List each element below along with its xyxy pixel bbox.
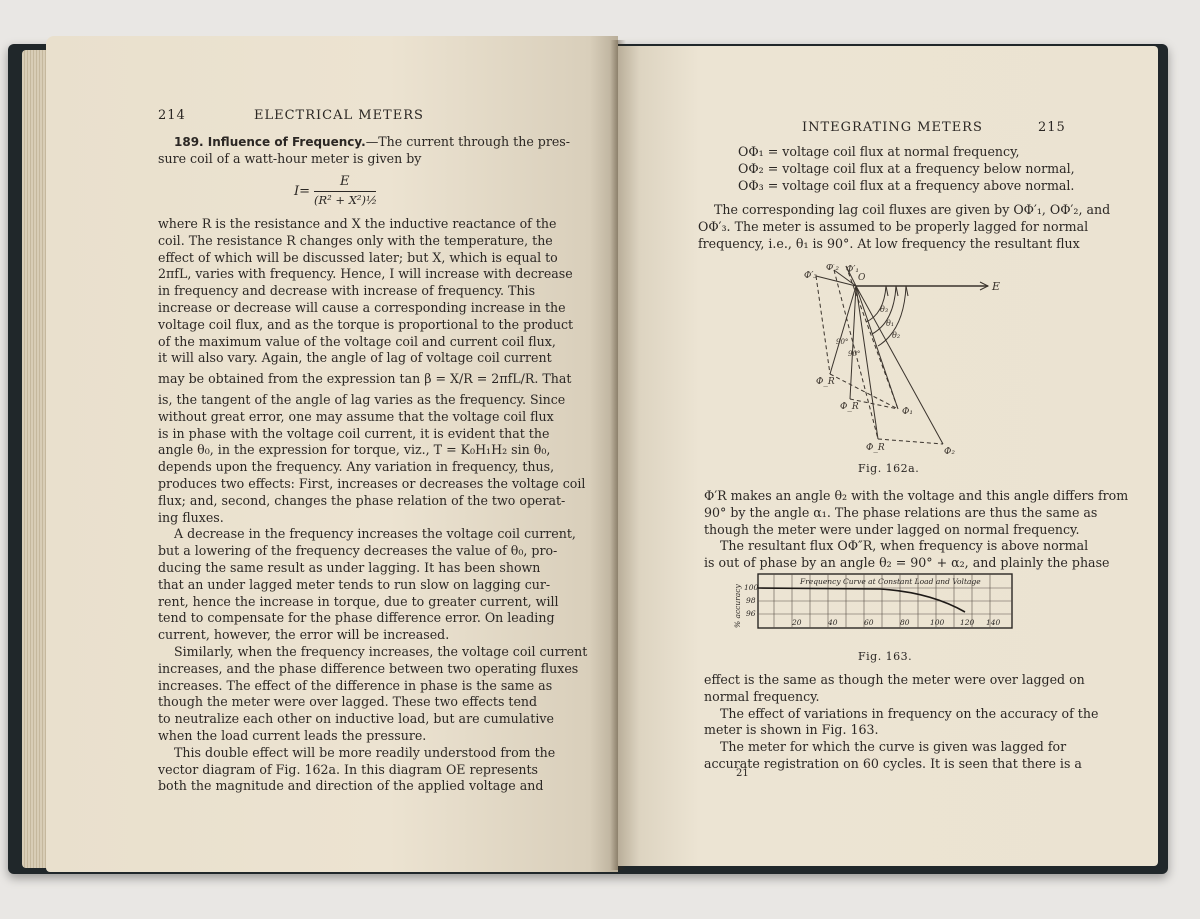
right-running-head: INTEGRATING METERS bbox=[802, 120, 983, 135]
body-line: effect of which will be discussed later; but X, which is equal to bbox=[158, 249, 558, 265]
body-line: frequency, i.e., θ₁ is 90°. At low frequency the resultant flux bbox=[698, 235, 1080, 251]
phi2-vector bbox=[856, 286, 943, 444]
body-line: increases. The effect of the difference in phase is the same as bbox=[158, 677, 553, 693]
construction-line bbox=[846, 266, 901, 409]
fraction-bar bbox=[314, 191, 376, 192]
theta2-label: θ₂ bbox=[892, 331, 901, 340]
y-axis-label: % accuracy bbox=[733, 584, 742, 628]
origin-label: O bbox=[858, 273, 866, 283]
body-line: accurate registration on 60 cycles. It is seen that there is a bbox=[704, 755, 1082, 771]
body-line: rent, hence the increase in torque, due to greater current, will bbox=[158, 593, 559, 609]
phi-r2-label: Φ_R bbox=[840, 402, 859, 412]
body-line: Similarly, when the frequency increases, the voltage coil current bbox=[174, 643, 588, 659]
right-para1 bbox=[698, 202, 1110, 252]
y-tick: 98 bbox=[746, 596, 756, 605]
body-line: The meter for which the curve is given was lagged for bbox=[720, 739, 1067, 755]
x-tick: 140 bbox=[986, 618, 1001, 627]
body-line: though the meter were under lagged on normal frequency. bbox=[704, 521, 1080, 537]
current-formula bbox=[294, 174, 414, 210]
body-line: meter is shown in Fig. 163. bbox=[704, 722, 879, 738]
body-line: to neutralize each other on inductive load, but are cumulative bbox=[158, 711, 554, 727]
frequency-curve-chart bbox=[730, 570, 1020, 644]
body-line: Φ′R makes an angle θ₂ with the voltage and this angle differs from bbox=[704, 488, 1129, 503]
body-line: produces two effects: First, increases or decreases the voltage coil bbox=[158, 475, 586, 491]
body-line: 2πfL, varies with frequency. Hence, I will increase with decrease bbox=[158, 266, 573, 282]
body-line: current, however, the error will be increased. bbox=[158, 627, 450, 643]
phi2-label: Φ₂ bbox=[944, 447, 955, 457]
voltage-label: E bbox=[992, 280, 1001, 293]
body-line: The resultant flux OΦ″R, when frequency is above normal bbox=[720, 538, 1089, 554]
definition-line: OΦ₃ = voltage coil flux at a frequency above normal. bbox=[738, 177, 1075, 193]
body-line: both the magnitude and direction of the applied voltage and bbox=[158, 778, 544, 794]
right-para2 bbox=[704, 488, 1128, 572]
body-line: depends upon the frequency. Any variation in frequency, thus, bbox=[158, 459, 555, 475]
body-line: in frequency and decrease with increase of frequency. This bbox=[158, 283, 536, 299]
construction-line bbox=[878, 439, 943, 444]
left-page bbox=[46, 36, 618, 872]
body-line: A decrease in the frequency increases the voltage coil current, bbox=[174, 526, 576, 542]
phi3-prime-label: Φ′₃ bbox=[804, 271, 818, 281]
right-page-number: 215 bbox=[1038, 120, 1066, 135]
body-line: effect is the same as though the meter were over lagged on bbox=[704, 672, 1085, 687]
angle-arrow bbox=[906, 286, 908, 296]
left-running-head: ELECTRICAL METERS bbox=[254, 108, 424, 123]
phi-r1-label: Φ_R bbox=[866, 443, 885, 453]
body-line: coil. The resistance R changes only with the temperature, the bbox=[158, 232, 553, 248]
fig-163-caption: Fig. 163. bbox=[858, 650, 913, 663]
intro-line: —The current through the pres- bbox=[365, 134, 571, 149]
definition-line: OΦ₁ = voltage coil flux at normal frequency, bbox=[738, 144, 1020, 159]
right-page bbox=[618, 46, 1158, 866]
body-line: is out of phase by an angle θ₂ = 90° + α₂, and plainly the phase bbox=[704, 555, 1110, 571]
phi1-prime-label: Φ′₁ bbox=[846, 265, 860, 275]
phi-r3-label: Φ_R bbox=[816, 377, 835, 387]
left-intro bbox=[158, 134, 570, 168]
left-body bbox=[158, 216, 587, 795]
signature-mark: 21 bbox=[736, 768, 749, 779]
flux-definitions bbox=[738, 144, 1075, 194]
formula-denominator: (R² + X²)½ bbox=[314, 193, 378, 207]
x-tick: 100 bbox=[930, 618, 945, 627]
formula-numerator: E bbox=[340, 174, 350, 189]
angle-arc bbox=[866, 286, 889, 322]
section-title: 189. Influence of Frequency. bbox=[174, 135, 366, 149]
body-line: though the meter were over lagged. These two effects tend bbox=[158, 694, 538, 710]
fig-162a-caption: Fig. 162a. bbox=[858, 462, 920, 475]
body-line: ing fluxes. bbox=[158, 509, 224, 525]
theta1-label: θ₁ bbox=[886, 319, 895, 328]
phi-r-vector bbox=[856, 286, 878, 439]
theta3-label: θ₃ bbox=[880, 305, 889, 314]
body-line: increases, and the phase difference between two operating fluxes bbox=[158, 660, 579, 676]
body-line: is in phase with the voltage coil current, it is evident that the bbox=[158, 425, 550, 441]
body-line: tend to compensate for the phase difference error. On leading bbox=[158, 610, 555, 626]
chart-title: Frequency Curve at Constant Load and Voltage bbox=[800, 577, 981, 586]
angle-arrow bbox=[886, 286, 888, 296]
x-tick: 60 bbox=[864, 618, 874, 627]
body-line: without great error, one may assume that the voltage coil flux bbox=[158, 408, 554, 424]
construction-line bbox=[816, 276, 830, 374]
body-line: that an under lagged meter tends to run slow on lagging cur- bbox=[158, 576, 551, 592]
body-line: but a lowering of the frequency decreases the value of θ₀, pro- bbox=[158, 543, 558, 559]
x-tick: 120 bbox=[960, 618, 975, 627]
body-line: flux; and, second, changes the phase relation of the two operat- bbox=[158, 492, 566, 508]
right-angle-label: 90° bbox=[836, 338, 849, 346]
x-tick: 80 bbox=[900, 618, 910, 627]
formula-lhs: I= bbox=[294, 184, 311, 199]
phi2-prime-label: Φ′₂ bbox=[826, 264, 840, 273]
phi1-label: Φ₁ bbox=[902, 407, 913, 417]
body-line: ducing the same result as under lagging. It has been shown bbox=[158, 559, 541, 575]
right-para3 bbox=[704, 672, 1098, 773]
left-page-number: 214 bbox=[158, 108, 186, 123]
definition-line: OΦ₂ = voltage coil flux at a frequency below normal, bbox=[738, 160, 1075, 176]
vector-diagram bbox=[768, 264, 1008, 464]
body-line: The corresponding lag coil fluxes are given by OΦ′₁, OΦ′₂, and bbox=[714, 202, 1111, 217]
body-line: normal frequency. bbox=[704, 688, 820, 704]
body-line: vector diagram of Fig. 162a. In this diagram OE represents bbox=[158, 761, 539, 777]
body-line: 90° by the angle α₁. The phase relations are thus the same as bbox=[704, 504, 1098, 520]
body-line: angle θ₀, in the expression for torque, viz., T = K₀H₁H₂ sin θ₀, bbox=[158, 442, 551, 458]
intro-line: sure coil of a watt-hour meter is given by bbox=[158, 150, 422, 166]
body-line: OΦ′₃. The meter is assumed to be properly lagged for normal bbox=[698, 218, 1089, 234]
body-line: voltage coil flux, and as the torque is proportional to the product bbox=[158, 316, 574, 332]
y-tick: 96 bbox=[746, 609, 756, 618]
y-tick: 100 bbox=[744, 583, 759, 592]
body-line: may be obtained from the expression tan β = X/R = 2πfL/R. That bbox=[158, 371, 572, 387]
body-line: it will also vary. Again, the angle of lag of voltage coil current bbox=[158, 350, 552, 366]
body-line: This double effect will be more readily understood from the bbox=[174, 744, 556, 760]
body-line: where R is the resistance and X the inductive reactance of the bbox=[158, 216, 557, 231]
body-line: when the load current leads the pressure. bbox=[158, 727, 427, 743]
accuracy-curve bbox=[758, 588, 965, 612]
right-angle-label: 90° bbox=[848, 350, 861, 358]
body-line: is, the tangent of the angle of lag varies as the frequency. Since bbox=[158, 391, 566, 407]
body-line: increase or decrease will cause a corresponding increase in the bbox=[158, 299, 566, 315]
body-line: of the maximum value of the voltage coil and current coil flux, bbox=[158, 333, 556, 349]
x-tick: 40 bbox=[828, 618, 838, 627]
x-tick: 20 bbox=[792, 618, 802, 627]
angle-arrow bbox=[896, 286, 898, 296]
body-line: The effect of variations in frequency on the accuracy of the bbox=[720, 705, 1099, 721]
